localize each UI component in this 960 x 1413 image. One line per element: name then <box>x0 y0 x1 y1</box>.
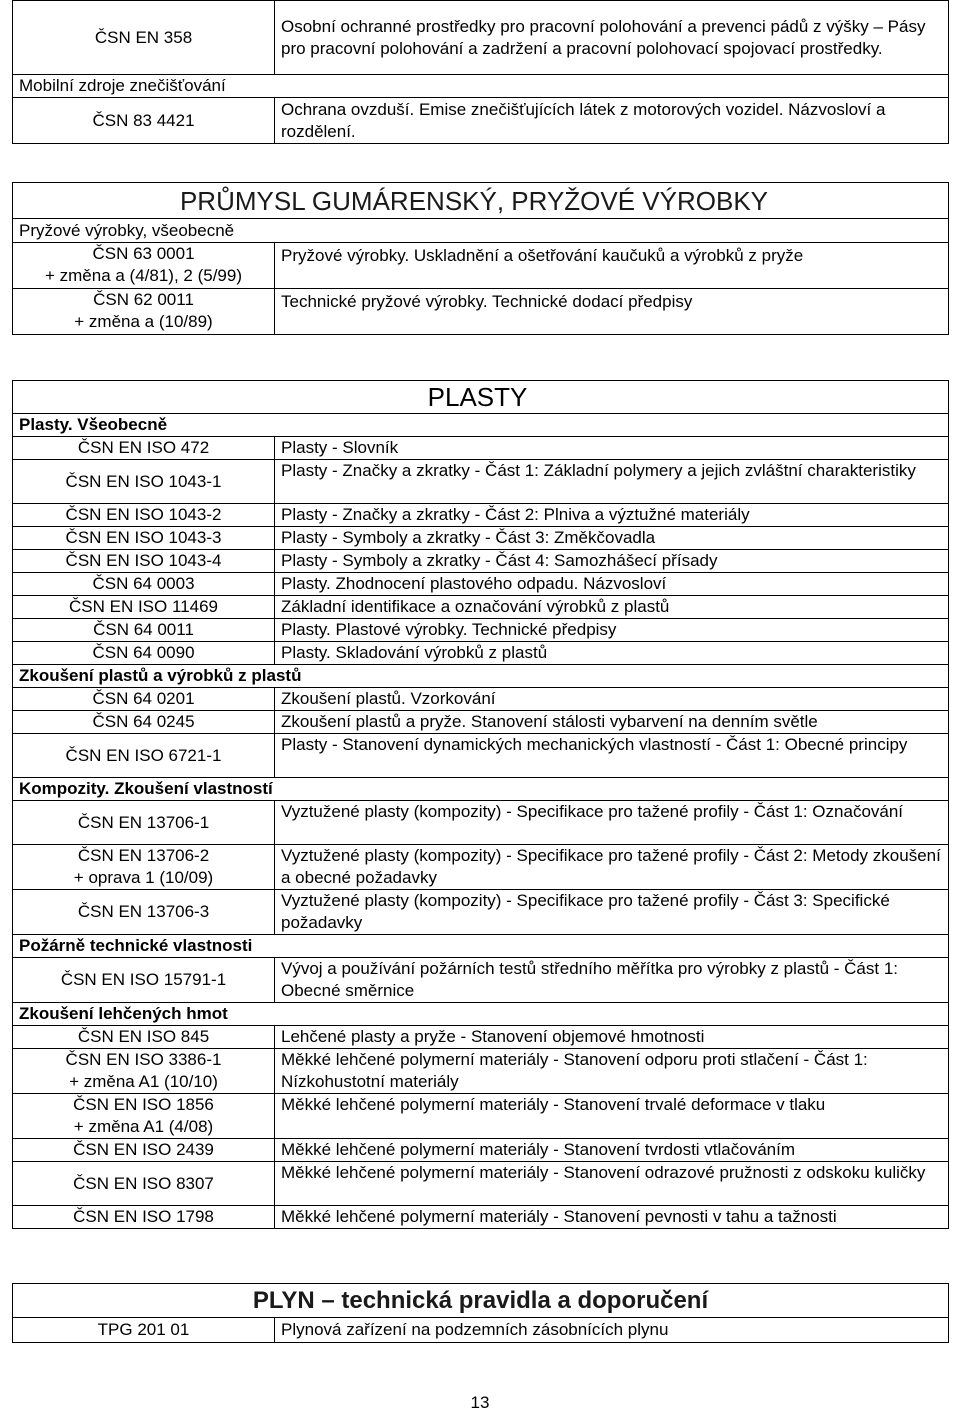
code-line: ČSN 63 0001 <box>92 244 195 263</box>
section-row <box>13 414 949 437</box>
standard-code: ČSN EN ISO 6721-1 <box>13 734 275 778</box>
standard-description: Zkoušení plastů. Vzorkování <box>275 688 949 711</box>
standard-description: Plasty. Plastové výrobky. Technické předpisy <box>275 619 949 642</box>
standard-description: Plasty - Značky a zkratky - Část 2: Plniva a výztužné materiály <box>275 504 949 527</box>
heading-row <box>13 183 949 219</box>
standard-description: Zkoušení plastů a pryže. Stanovení stálosti vybarvení na denním světle <box>275 711 949 734</box>
standard-code: ČSN 83 4421 <box>13 98 275 144</box>
amendment-line: + změna a (4/81), 2 (5/99) <box>44 266 243 285</box>
standard-description: Technické pryžové výrobky. Technické dodací předpisy <box>275 289 949 335</box>
table-row <box>13 1 949 75</box>
standard-description: Plasty - Slovník <box>275 437 949 460</box>
heading-row <box>13 1284 949 1318</box>
standard-code: ČSN EN ISO 1043-1 <box>13 460 275 504</box>
section-row <box>13 665 949 688</box>
table-row <box>13 596 949 619</box>
table-row <box>13 688 949 711</box>
standard-code: ČSN EN ISO 1043-3 <box>13 527 275 550</box>
table-row <box>13 527 949 550</box>
top-table <box>12 0 949 144</box>
standard-description: Plasty - Symboly a zkratky - Část 3: Změkčovadla <box>275 527 949 550</box>
table-row <box>13 1094 949 1139</box>
section-row <box>13 219 949 243</box>
standard-description: Měkké lehčené polymerní materiály - Stanovení tvrdosti vtlačováním <box>275 1139 949 1162</box>
code-line: ČSN 62 0011 <box>93 290 194 309</box>
standard-description: Ochrana ovzduší. Emise znečišťujících látek z motorových vozidel. Názvosloví a rozdělení. <box>275 98 949 144</box>
section-title: Mobilní zdroje znečišťování <box>13 75 949 98</box>
standard-code: ČSN EN ISO 15791-1 <box>13 958 275 1003</box>
standard-code <box>13 289 275 335</box>
section-row <box>13 1003 949 1026</box>
table-row <box>13 642 949 665</box>
section-title: Plasty. Všeobecně <box>13 414 949 437</box>
standard-code: ČSN EN ISO 1798 <box>13 1206 275 1229</box>
standard-code: ČSN EN ISO 845 <box>13 1026 275 1049</box>
gas-table <box>12 1283 949 1343</box>
standard-code <box>13 845 275 890</box>
table-row <box>13 289 949 335</box>
table-row <box>13 619 949 642</box>
section-row <box>13 75 949 98</box>
standard-description: Plasty. Zhodnocení plastového odpadu. Názvosloví <box>275 573 949 596</box>
standard-code: TPG 201 01 <box>13 1318 275 1343</box>
section-heading: PRŮMYSL GUMÁRENSKÝ, PRYŽOVÉ VÝROBKY <box>13 183 949 219</box>
standard-description: Pryžové výrobky. Uskladnění a ošetřování kaučuků a výrobků z pryže <box>275 243 949 289</box>
table-row <box>13 437 949 460</box>
standard-code: ČSN 64 0090 <box>13 642 275 665</box>
standard-code: ČSN EN ISO 11469 <box>13 596 275 619</box>
section-title: Kompozity. Zkoušení vlastností <box>13 778 949 801</box>
standard-code: ČSN 64 0245 <box>13 711 275 734</box>
heading-row <box>13 381 949 414</box>
section-row <box>13 935 949 958</box>
rubber-table <box>12 182 949 335</box>
section-title: Pryžové výrobky, všeobecně <box>13 219 949 243</box>
standard-description: Vyztužené plasty (kompozity) - Specifikace pro tažené profily - Část 2: Metody zkoušení a obecné požadavky <box>275 845 949 890</box>
standard-code <box>13 1049 275 1094</box>
standard-description: Měkké lehčené polymerní materiály - Stanovení odporu proti stlačení - Část 1: Nízkohustotní materiály <box>275 1049 949 1094</box>
table-row <box>13 460 949 504</box>
standard-code <box>13 243 275 289</box>
standard-code: ČSN 64 0011 <box>13 619 275 642</box>
amendment-line: + změna A1 (10/10) <box>69 1072 218 1091</box>
table-row <box>13 1162 949 1206</box>
code-line: ČSN EN ISO 3386-1 <box>65 1050 222 1069</box>
table-row <box>13 845 949 890</box>
standard-code: ČSN 64 0003 <box>13 573 275 596</box>
amendment-line: + změna A1 (4/08) <box>73 1117 214 1136</box>
standard-description: Vývoj a používání požárních testů středního měřítka pro výrobky z plastů - Část 1: Obecné směrnice <box>275 958 949 1003</box>
standard-code: ČSN EN ISO 8307 <box>13 1162 275 1206</box>
section-title: Požárně technické vlastnosti <box>13 935 949 958</box>
table-row <box>13 1026 949 1049</box>
amendment-line: + změna a (10/89) <box>74 312 213 331</box>
standard-description: Osobní ochranné prostředky pro pracovní polohování a prevenci pádů z výšky – Pásy pro pracovní polohování a zadržení a pracovní polohovací spojovací prostředky. <box>275 1 949 75</box>
table-row <box>13 243 949 289</box>
standard-code: ČSN EN ISO 472 <box>13 437 275 460</box>
standard-code: ČSN EN 13706-1 <box>13 801 275 845</box>
section-title: Zkoušení lehčených hmot <box>13 1003 949 1026</box>
table-row <box>13 504 949 527</box>
standard-description: Plasty - Značky a zkratky - Část 1: Základní polymery a jejich zvláštní charakteristiky <box>275 460 949 504</box>
standard-code: ČSN EN 13706-3 <box>13 890 275 935</box>
table-row <box>13 98 949 144</box>
standard-description: Základní identifikace a označování výrobků z plastů <box>275 596 949 619</box>
code-line: ČSN EN ISO 1856 <box>73 1095 214 1114</box>
standard-description: Měkké lehčené polymerní materiály - Stanovení pevnosti v tahu a tažnosti <box>275 1206 949 1229</box>
standard-code: ČSN EN ISO 2439 <box>13 1139 275 1162</box>
standard-description: Plynová zařízení na podzemních zásobnících plynu <box>275 1318 949 1343</box>
section-heading: PLYN – technická pravidla a doporučení <box>13 1284 949 1318</box>
table-row <box>13 801 949 845</box>
table-row <box>13 573 949 596</box>
code-line: ČSN EN 13706-2 <box>77 846 210 865</box>
standard-code: ČSN EN ISO 1043-4 <box>13 550 275 573</box>
standard-description: Lehčené plasty a pryže - Stanovení objemové hmotnosti <box>275 1026 949 1049</box>
table-row <box>13 734 949 778</box>
table-row <box>13 1139 949 1162</box>
table-row <box>13 1206 949 1229</box>
section-heading: PLASTY <box>13 381 949 414</box>
standard-description: Měkké lehčené polymerní materiály - Stanovení trvalé deformace v tlaku <box>275 1094 949 1139</box>
table-row <box>13 890 949 935</box>
table-row <box>13 958 949 1003</box>
standard-description: Měkké lehčené polymerní materiály - Stanovení odrazové pružnosti z odskoku kuličky <box>275 1162 949 1206</box>
standard-description: Vyztužené plasty (kompozity) - Specifikace pro tažené profily - Část 3: Specifické požadavky <box>275 890 949 935</box>
standard-description: Plasty - Stanovení dynamických mechanických vlastností - Část 1: Obecné principy <box>275 734 949 778</box>
table-row <box>13 1049 949 1094</box>
standard-description: Plasty - Symboly a zkratky - Část 4: Samozhášecí přísady <box>275 550 949 573</box>
standard-code <box>13 1094 275 1139</box>
section-row <box>13 778 949 801</box>
section-title: Zkoušení plastů a výrobků z plastů <box>13 665 949 688</box>
standard-description: Vyztužené plasty (kompozity) - Specifikace pro tažené profily - Část 1: Označování <box>275 801 949 845</box>
standard-description: Plasty. Skladování výrobků z plastů <box>275 642 949 665</box>
amendment-line: + oprava 1 (10/09) <box>73 868 214 887</box>
table-row <box>13 1318 949 1343</box>
plastics-table <box>12 380 949 1229</box>
standard-code: ČSN EN ISO 1043-2 <box>13 504 275 527</box>
standard-code: ČSN 64 0201 <box>13 688 275 711</box>
standard-code: ČSN EN 358 <box>13 1 275 75</box>
page-number: 13 <box>470 1393 490 1412</box>
table-row <box>13 550 949 573</box>
table-row <box>13 711 949 734</box>
